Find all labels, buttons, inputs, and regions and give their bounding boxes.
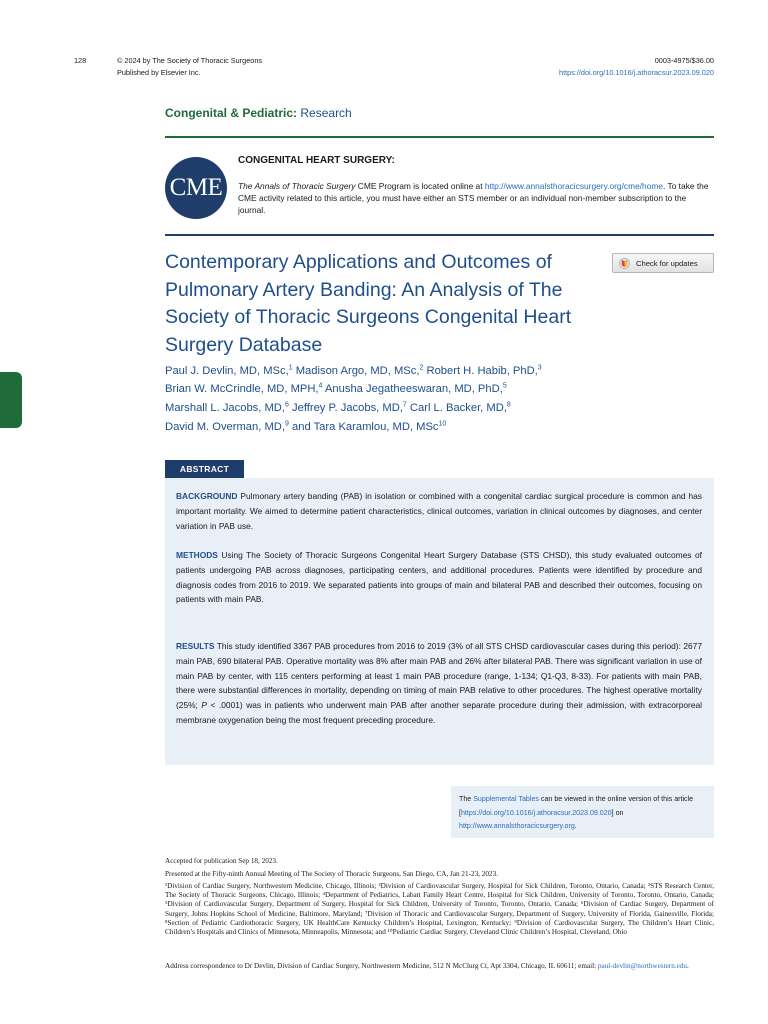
address-text: Address correspondence to Dr Devlin, Division of Cardiac Surgery, Northwestern Medicine, 512 N McClurg Ct, Apt 3304, Chicago, IL 60611; email: [165, 962, 598, 970]
cme-description [238, 180, 714, 217]
presented-note: Presented at the Fifty-ninth Annual Meeting of The Society of Thoracic Surgeons, San Diego, CA, Jan 21-23, 2023. [165, 870, 498, 878]
background-heading: BACKGROUND [176, 491, 238, 501]
check-for-updates-button[interactable] [612, 253, 714, 273]
accepted-date: Accepted for publication Sep 18, 2023. [165, 857, 278, 865]
page-number: 128 [74, 56, 87, 65]
supp-text-d: . [574, 822, 577, 831]
supp-text-b: can be viewed in the online version of this article [ [459, 795, 694, 817]
author: Robert H. Habib, PhD,$^3$ [426, 364, 542, 377]
supp-text-a: The [459, 795, 474, 803]
results-heading: RESULTS [176, 641, 215, 651]
cme-title: CONGENITAL HEART SURGERY: [238, 155, 395, 166]
author-list [165, 360, 665, 435]
check-for-updates-label: Check for updates [636, 258, 698, 268]
copyright-line: © 2024 by The Society of Thoracic Surgeons [117, 56, 263, 65]
cme-logo: CME [165, 157, 227, 219]
abstract-results [176, 639, 702, 728]
affiliations: ¹Division of Cardiac Surgery, Northwestern Medicine, Chicago, Illinois; ²Division of Cardiovascular Surgery, Hospital for Sick Children, Toronto, Ontario, Canada; ³STS Research Center, The Society of Thoracic Surgeons, Chicago, Illinois; ⁴Department of Pediatrics, Labatt Family Heart Centre, Hospital for Sick Children, University of Toronto, Toronto, Ontario, Canada; ⁵Division of Cardiovascular Surgery, Department of Surgery, Hospital for Sick Children, University of Toronto, Toronto, Ontario, Canada; ⁶Division of Cardiac Surgery, Department of Surgery, Johns Hopkins School of Medicine, Baltimore, Maryland; ⁷Division of Thoracic and Cardiovascular Surgery, Department of Surgery, University of Florida, Gainesville, Florida; ⁸Section of Pediatric Cardiothoracic Surgery, UK HealthCare Kentucky Children’s Hospital, Lexington, Kentucky; ⁹Division of Cardiovascular Surgery, The Children’s Heart Clinic, Children’s Hospitals and Clinics of Minnesota, Minneapolis, Minnesota; and ¹⁰Pediatric Cardiac Surgery, Cleveland Clinic Children’s Hospital, Cleveland, Ohio [165, 882, 714, 937]
email-link[interactable]: paul-devlin@northwestern.edu [597, 962, 687, 970]
copyright-block [117, 55, 262, 79]
methods-text: Using The Society of Thoracic Surgeons Congenital Heart Surgery Database (STS CHSD), this study evaluated outcomes of patients undergoing PAB across diagnoses, participating centers, and additional procedures. Patients were identified by procedure and diagnosis codes from 2016 to 2019. We separated patients into groups of main and bilateral PAB and described their outcomes, focusing on patients with main PAB. [176, 550, 702, 605]
supp-doi-link[interactable]: https://doi.org/10.1016/j.athoracsur.2023.09.020 [460, 808, 612, 817]
supp-text-c: ] on [611, 808, 624, 817]
cme-text-b: . To take the CME activity related to this article, you must have either an STS member or an individual non-member subscription to the journal. [238, 181, 709, 216]
author: David M. Overman, MD,$^9$ [165, 420, 289, 433]
author: Marshall L. Jacobs, MD,$^6$ [165, 401, 289, 415]
cme-divider [165, 234, 714, 236]
background-text: Pulmonary artery banding (PAB) in isolation or combined with a congenital cardiac surgical procedure is common and has important mortality. We aimed to determine patient characteristics, clinical outcomes, variation in clinical outcomes by diagnoses, and center variation in PAB use. [176, 491, 702, 531]
author: Jeffrey P. Jacobs, MD,$^7$ [292, 401, 407, 415]
methods-heading: METHODS [176, 550, 218, 560]
article-title: Contemporary Applications and Outcomes of Pulmonary Artery Banding: An Analysis of The Society of Thoracic Surgeons Congenital Heart Surgery Database [165, 251, 572, 356]
section-side-tab [0, 372, 22, 428]
author: Madison Argo, MD, MSc,$^2$ [295, 364, 424, 377]
section-label [165, 106, 352, 120]
section-divider [165, 136, 714, 138]
author: Paul J. Devlin, MD, MSc,$^1$ [165, 364, 293, 377]
abstract-background [176, 489, 702, 533]
cme-text-a: CME Program is located online at [355, 181, 485, 191]
doi-link[interactable]: https://doi.org/10.1016/j.athoracsur.2023.09.020 [559, 68, 714, 77]
author: Anusha Jegatheeswaran, MD, PhD,$^5$ [324, 382, 507, 396]
issn-price: 0003-4975/$36.00 [654, 56, 714, 65]
results-text-a: This study identified 3367 PAB procedures from 2016 to 2019 (3% of all STS CHSD cardiovascular cases during this period): 2677 main PAB, 690 bilateral PAB. Operative mortality was 8% after main PAB and 26% after bilateral PAB. There was significant variation in use of main PAB by center, with 115 centers performing at least 1 main PAB procedure (range, 1-134; Q1-Q3, 8-33). For patients with main PAB, there were substantial differences in mortality, depending on timing of main PAB relative to other procedures. The highest operative mortality (25%; [176, 641, 702, 711]
results-p-symbol: P [201, 700, 207, 711]
check-for-updates-icon [619, 258, 630, 269]
abstract-label: ABSTRACT [165, 460, 244, 478]
correspondence-address [165, 962, 714, 971]
journal-site-link[interactable]: http://www.annalsthoracicsurgery.org [459, 822, 575, 831]
supplemental-tables-link[interactable]: Supplemental Tables [473, 795, 539, 803]
cme-journal-name: The Annals of Thoracic Surgery [238, 181, 356, 191]
publisher-line: Published by Elsevier Inc. [117, 68, 201, 77]
author: and Tara Karamlou, MD, MSc$^{10}$ [292, 420, 447, 433]
author: Carl L. Backer, MD,$^8$ [409, 401, 511, 415]
results-text-b: < .0001) was in patients who underwent main PAB after another separate procedure during their admission, with extracorporeal membrane oxygenation being the most frequent preceding procedure. [176, 700, 702, 725]
section-main: Congenital & Pediatric: [165, 106, 298, 120]
author: Brian W. McCrindle, MD, MPH,$^4$ [165, 382, 323, 396]
cme-url-link[interactable]: http://www.annalsthoracicsurgery.org/cme/home [484, 181, 663, 191]
supplemental-note [451, 786, 714, 838]
address-end: . [686, 962, 689, 970]
section-sub: Research [300, 106, 352, 120]
abstract-methods [176, 548, 702, 607]
